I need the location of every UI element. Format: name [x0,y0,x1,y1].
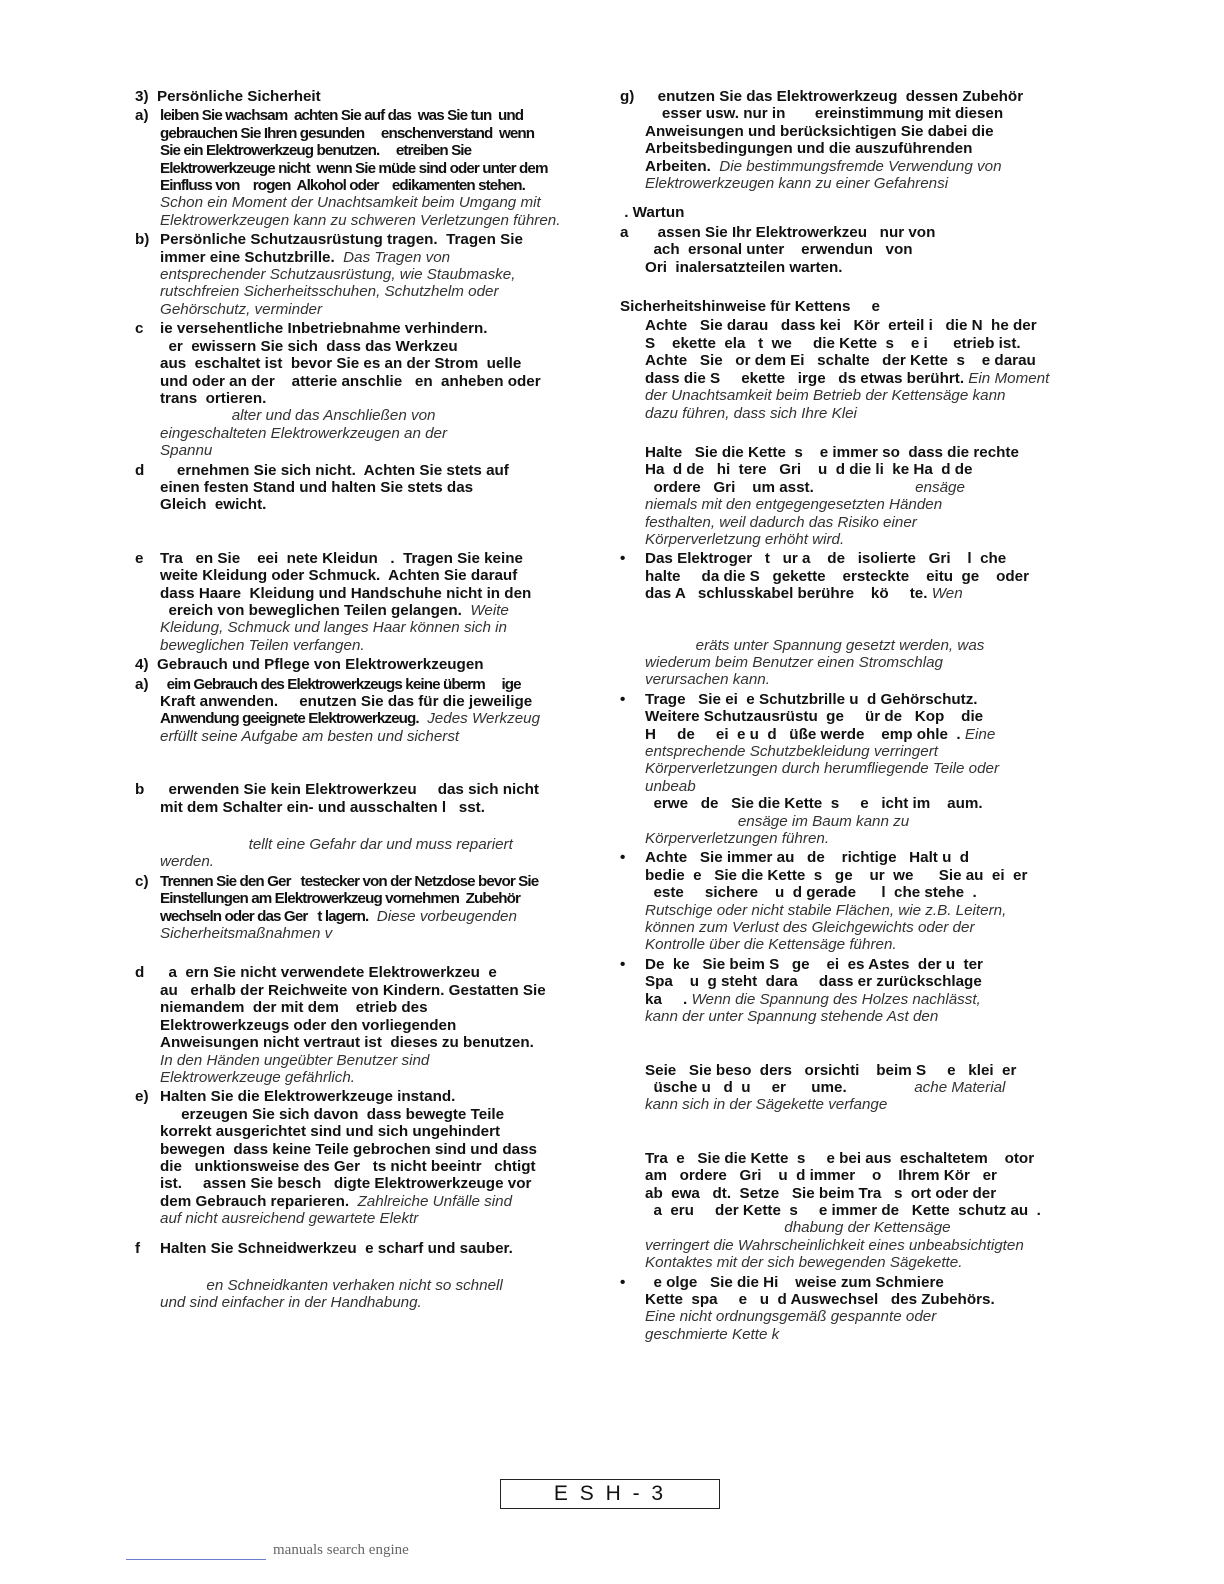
item-label: f [135,1239,141,1257]
text-line: Sie ein Elektrowerkzeug benutzen. etreiben Sie [160,142,472,160]
item-4b [135,781,593,871]
text-line: erwenden Sie kein Elektrowerkzeu das sich nicht [160,781,539,799]
chainsaw-item-9 [620,1274,1080,1344]
item-label: c) [135,872,149,890]
text-line: assen Sie Ihr Elektrowerkzeu nur von [645,223,936,241]
note-line: Wen [931,585,963,603]
text-line: immer eine Schutzbrille. [160,248,335,266]
note-line: Wenn die Spannung des Holzes nachlässt, [691,990,981,1008]
text-line: Ha d de hi tere Gri u d die li ke Ha d de [645,461,973,479]
note-line: alter und das Anschließen von [160,407,436,425]
left-column [135,88,593,1314]
text-line: Trennen Sie den Ger testecker von der Netzdose bevor Sie [160,872,539,890]
note-line: verringert die Wahrscheinlichkeit eines unbeabsichtigten [645,1236,1024,1254]
text-line: er ewissern Sie sich dass das Werkzeu [160,337,458,355]
text-line: Tra e Sie die Kette s e bei aus eschaltetem otor [645,1149,1035,1167]
text-line: Gleich ewicht. [160,496,267,514]
chainsaw-item-7 [620,1062,1080,1114]
text-line: aus eschaltet ist bevor Sie es an der Strom uelle [160,355,522,373]
note-line: beweglichen Teilen verfangen. [160,636,365,654]
item-label: a) [135,675,149,693]
text-line: erzeugen Sie sich davon dass bewegte Teile [160,1105,505,1123]
text-line: ordere Gri um asst. [645,478,814,496]
text-line: die unktionsweise des Ger ts nicht beeintr chtigt [160,1157,536,1175]
note-line: ensäge im Baum kann zu [645,812,910,830]
text-line: ie versehentliche Inbetriebnahme verhindern. [160,320,488,338]
item-label: a) [135,107,149,125]
text-line: Achte Sie or dem Ei schalte der Kette s e darau [645,352,1036,370]
note-line: Körperverletzungen führen. [645,830,830,848]
text-line: am ordere Gri u d immer o Ihrem Kör er [645,1167,997,1185]
bullet: • [620,1273,626,1291]
text-line: ereich von beweglichen Teilen gelangen. [160,601,462,619]
text-line: und oder an der atterie anschlie en anheben oder [160,372,541,390]
text-line: mit dem Schalter ein- und ausschalten l sst. [160,798,485,816]
note-line: Kontaktes mit der sich bewegenden Sägekette. [645,1254,963,1272]
chainsaw-item-3 [620,550,1080,688]
note-line: Spannu [160,442,213,460]
note-line: entsprechende Schutzbekleidung verringert [645,743,938,760]
note-line: Das Tragen von [343,248,451,266]
note-line: geschmierte Kette k [645,1325,780,1343]
text-line: Anwendung geeignete Elektrowerkzeug. [160,710,419,728]
note-line: kann sich in der Sägekette verfange [645,1096,888,1114]
note-line: In den Händen ungeübter Benutzer sind [160,1051,430,1069]
link-underline[interactable] [126,1559,266,1560]
note-line: Eine nicht ordnungsgemäß gespannte oder [645,1308,937,1326]
text-line: Halte Sie die Kette s e immer so dass die rechte [645,443,1019,461]
note-line: werden. [160,853,215,871]
item-label: g) [620,88,635,105]
text-line: üsche u d u er ume. [645,1078,847,1096]
item-5a [620,224,1080,276]
text-line: Tra en Sie eei nete Kleidun . Tragen Sie keine [160,549,523,567]
text-line: Halten Sie Schneidwerkzeu e scharf und sauber. [160,1239,513,1257]
note-line: Kontrolle über die Kettensäge führen. [645,936,897,954]
item-4e [135,1088,593,1227]
item-3b [135,231,593,318]
text-line: Spa u g steht dara dass er zurückschlage [645,973,982,991]
note-line: tellt eine Gefahr dar und muss repariert [160,836,513,854]
note-line: Eine [964,725,996,743]
note-line: Diese vorbeugenden [376,907,517,925]
text-line: einen festen Stand und halten Sie stets das [160,478,474,496]
text-line: Persönliche Schutzausrüstung tragen. Tragen Sie [160,231,523,249]
item-3c [135,320,593,459]
note-line: Zahlreiche Unfälle sind [357,1192,513,1210]
note-line: Ein Moment [968,369,1050,387]
chainsaw-safety-heading: Sicherheitshinweise für Kettens e [620,298,880,316]
text-line: Anweisungen nicht vertraut ist dieses zu benutzen. [160,1034,534,1052]
note-line: dhabung der Kettensäge [645,1219,951,1237]
note-line: kann der unter Spannung stehende Ast den [645,1008,939,1026]
text-line: De ke Sie beim S ge ei es Astes der u ter [645,955,983,973]
note-line: festhalten, weil dadurch das Risiko einer [645,513,917,531]
text-line: das A schlusskabel berühre kö te. [645,585,928,603]
note-line: entsprechender Schutzausrüstung, wie Staubmaske, [160,266,516,284]
text-line: ist. assen Sie besch digte Elektrowerkzeuge vor [160,1175,532,1193]
chainsaw-item-2 [620,444,1080,548]
text-line: a ern Sie nicht verwendete Elektrowerkzeu e [160,964,497,982]
item-4d [135,964,593,1086]
item-4f [135,1240,593,1312]
text-line: Arbeiten. [645,157,711,175]
note-line: der Unachtsamkeit beim Betrieb der Kettensäge kann [645,387,1006,405]
text-line: Achte Sie immer au de richtige Halt u d [645,849,970,867]
text-line: Weitere Schutzausrüstu ge ür de Kop die [645,708,984,726]
note-line: niemals mit den entgegengesetzten Händen [645,496,943,514]
text-line: eim Gebrauch des Elektrowerkzeugs keine überm ige [160,675,521,693]
text-line: Elektrowerkzeuge nicht wenn Sie müde sind oder unter dem [160,159,548,177]
note-line: Rutschige oder nicht stabile Flächen, wie z.B. Leitern, [645,901,1007,919]
chainsaw-item-8 [620,1150,1080,1272]
text-line: Einstellungen am Elektrowerkzeug vornehmen Zubehör [160,890,521,908]
text-line: dass die S ekette irge ds etwas berührt. [645,369,965,387]
text-line: H de ei e u d üße werde emp ohle . [645,725,961,743]
text-line: Kette spa e u d Auswechsel des Zubehörs. [645,1290,995,1308]
note-line: erfüllt seine Aufgabe am besten und sicherst [160,727,460,745]
note-line: rutschfreien Sicherheitsschuhen, Schutzhelm oder [160,283,499,301]
note-line: Weite [470,601,509,619]
note-line: ensäge [813,478,965,496]
item-label: d [135,461,145,479]
text-line: bedie e Sie die Kette s ge ur we Sie au ei er [645,866,1028,884]
text-line: dem Gebrauch reparieren. [160,1192,350,1210]
note-line: unbeab [645,777,696,795]
note-line: dazu führen, dass sich Ihre Klei [645,404,857,422]
item-4g [620,88,1080,192]
bullet: • [620,690,626,708]
text-line: enutzen Sie das Elektrowerkzeug dessen Zubehör [645,88,1024,105]
item-3d [135,462,593,514]
text-line: trans ortieren. [160,389,267,407]
text-line: ab ewa dt. Setze Sie beim Tra s ort oder der [645,1184,997,1202]
text-line: niemandem der mit dem etrieb des [160,999,428,1017]
text-line: dass Haare Kleidung und Handschuhe nicht in den [160,584,532,602]
note-line: Sicherheitsmaßnahmen v [160,925,333,943]
item-3e [135,550,593,654]
text-line: bewegen dass keine Teile gebrochen sind und dass [160,1140,537,1158]
text-line: esser usw. nur in ereinstimmung mit diesen [645,105,1004,123]
item-label: a [620,223,629,241]
note-line: auf nicht ausreichend gewartete Elektr [160,1210,419,1228]
note-line: Elektrowerkzeuge gefährlich. [160,1068,356,1086]
text-line: este sichere u d gerade l che stehe . [645,884,977,902]
text-line: leiben Sie wachsam achten Sie auf das was Sie tun und [160,107,524,125]
note-line: Kleidung, Schmuck und langes Haar können sich in [160,619,507,637]
note-line: eräts unter Spannung gesetzt werden, was [645,636,985,654]
right-column [620,88,1080,1345]
text-line: gebrauchen Sie Ihren gesunden enschenverstand wenn [160,124,535,142]
text-line: Das Elektroger t ur a de isolierte Gri l che [645,550,1007,568]
item-label: c [135,320,144,338]
item-4c [135,873,593,943]
text-line: Ori inalersatzteilen warten. [645,258,843,276]
note-line: ache Material [846,1078,1006,1096]
text-line: ernehmen Sie sich nicht. Achten Sie stets auf [160,461,509,479]
item-4a [135,676,593,746]
chainsaw-item-6 [620,956,1080,1026]
text-line: Anweisungen und berücksichtigen Sie dabei die [645,122,994,140]
note-line: Gehörschutz, verminder [160,300,323,318]
note-line: und sind einfacher in der Handhabung. [160,1294,422,1312]
text-line: Achte Sie darau dass kei Kör erteil i die N he der [645,317,1037,335]
item-3a [135,107,593,229]
note-line: Körperverletzungen durch herumfliegende Teile oder [645,760,1000,778]
chainsaw-item-5 [620,849,1080,953]
text-line: erwe de Sie die Kette s e icht im aum. [645,795,983,813]
text-line: S ekette ela t we die Kette s e i etrieb ist. [645,334,1021,352]
item-label: e [135,549,144,567]
note-line: verursachen kann. [645,671,770,689]
text-line: Einfluss von rogen Alkohol oder edikamenten stehen. [160,177,525,195]
note-line: Jedes Werkzeug [427,710,541,728]
text-line: ach ersonal unter erwendun von [645,241,913,259]
section-heading-5: . Wartun [620,204,685,222]
text-line: Trage Sie ei e Schutzbrille u d Gehörschutz. [645,690,978,708]
item-label: b [135,781,145,799]
note-line: können zum Verlust des Gleichgewichts oder der [645,919,975,937]
note-line: Die bestimmungsfremde Verwendung von [719,157,1002,175]
text-line: korrekt ausgerichtet sind und sich ungehindert [160,1123,501,1141]
text-line: Seie Sie beso ders orsichti beim S e klei er [645,1061,1017,1079]
note-line: Schon ein Moment der Unachtsamkeit beim Umgang mit [160,194,541,212]
text-line: au erhalb der Reichweite von Kindern. Gestatten Sie [160,981,546,999]
bullet: • [620,550,626,568]
text-line: Kraft anwenden. enutzen Sie das für die jeweilige [160,693,533,710]
text-line: Arbeitsbedingungen und die auszuführenden [645,140,973,158]
bullet: • [620,955,626,973]
note-line: eingeschalteten Elektrowerkzeugen an der [160,424,448,442]
note-line: Körperverletzung erhöht wird. [645,530,845,548]
text-line: weite Kleidung oder Schmuck. Achten Sie darauf [160,567,518,585]
page-number-box: E S H - 3 [500,1479,720,1509]
text-line: e olge Sie die Hi weise zum Schmiere [645,1273,944,1291]
manuals-search-engine-text: manuals search engine [273,1542,409,1558]
text-line: wechseln oder das Ger t lagern. [160,907,369,925]
chainsaw-item-4 [620,691,1080,848]
item-label: b) [135,231,150,249]
section-heading-4: 4) Gebrauch und Pflege von Elektrowerkzeugen [135,656,484,674]
item-label: e) [135,1088,149,1106]
text-line: halte da die S gekette ersteckte eitu ge oder [645,567,1030,585]
note-line: Elektrowerkzeugen kann zu schweren Verletzungen führen. [160,211,561,229]
text-line: a eru der Kette s e immer de Kette schutz au . [645,1201,1041,1219]
note-line: Elektrowerkzeugen kann zu einer Gefahrensi [645,175,949,193]
text-line: ka . [645,990,688,1008]
bullet: • [620,849,626,867]
note-line: wiederum beim Benutzer einen Stromschlag [645,653,943,671]
text-line: Halten Sie die Elektrowerkzeuge instand. [160,1088,456,1106]
item-label: d [135,964,145,982]
text-line: Elektrowerkzeugs oder den vorliegenden [160,1016,457,1034]
chainsaw-item-1 [620,317,1080,421]
section-heading-3: 3) Persönliche Sicherheit [135,88,321,105]
note-line: en Schneidkanten verhaken nicht so schnell [160,1276,503,1294]
